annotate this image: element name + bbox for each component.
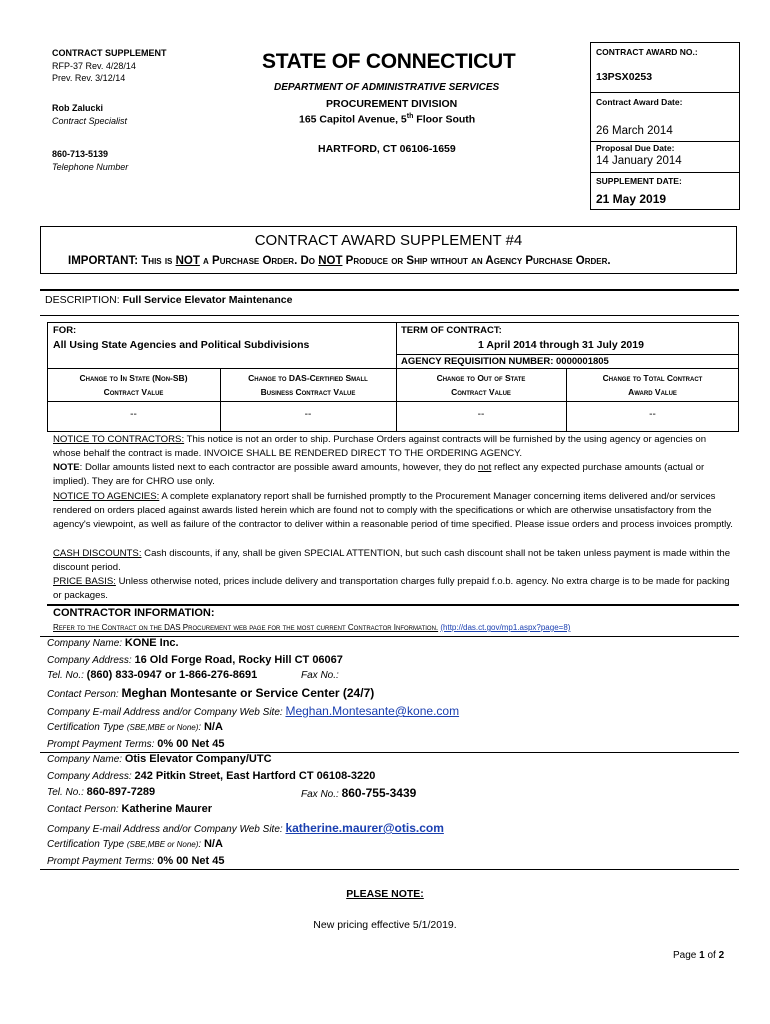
contractor-2-fax: Fax No.: 860-755-3439 <box>301 786 417 800</box>
contractor-1-address: Company Address: 16 Old Forge Road, Rocky Hill CT 06067 <box>47 654 343 666</box>
for-value: All Using State Agencies and Political Subdivisions <box>53 339 310 351</box>
specialist-name: Rob Zalucki <box>52 103 104 113</box>
page-number: Page 1 of 2 <box>673 950 725 961</box>
contractor-1-contact: Contact Person: Meghan Montesante or Service Center (24/7) <box>47 686 375 700</box>
rfp-revision: RFP-37 Rev. 4/28/14 <box>52 61 136 71</box>
das-procurement-link[interactable]: (http://das.ct.gov/mp1.aspx?page=8) <box>440 623 571 632</box>
contractor-2-terms: Prompt Payment Terms: 0% 00 Net 45 <box>47 855 225 867</box>
dollar-amount-note: NOTE: Dollar amounts listed next to each contractor are possible award amounts, however, they do not reflect any expected purchase amounts (actual or implied). They are for CHRO use only. <box>53 462 705 488</box>
previous-revision: Prev. Rev. 3/12/14 <box>52 73 126 83</box>
notice-to-contractors: NOTICE TO CONTRACTORS: This notice is not an order to ship. Purchase Orders against contracts will be furnished by the using agency or agencies on whose behalf the contract is made. INVOICE SHALL BE RENDERED DIRECT TO THE ORDERING AGENCY. <box>53 434 707 460</box>
change-das-certified-header: Change to DAS-Certified Small Business Contract Value <box>248 373 368 397</box>
change-out-of-state-header: Change to Out of State Contract Value <box>436 373 526 397</box>
banner-title: CONTRACT AWARD SUPPLEMENT #4 <box>254 232 523 249</box>
new-pricing-note: New pricing effective 5/1/2019. <box>313 919 457 931</box>
award-date: 26 March 2014 <box>596 125 673 137</box>
change-total-award-header: Change to Total Contract Award Value <box>602 373 703 397</box>
department-address: 165 Capitol Avenue, 5th Floor South <box>299 113 476 126</box>
cash-discounts-notice: CASH DISCOUNTS: Cash discounts, if any, shall be given SPECIAL ATTENTION, but such cash discount shall not be taken unless payment is made within the discount period. <box>53 548 731 574</box>
change-total-award-value: -- <box>649 409 656 420</box>
for-label: FOR: <box>53 325 77 336</box>
contractor-2-email: Company E-mail Address and/or Company Web Site: katherine.maurer@otis.com <box>47 821 444 835</box>
contractor-2-address: Company Address: 242 Pitkin Street, East Hartford CT 06108-3220 <box>47 770 376 782</box>
contractor-1-email-link[interactable]: Meghan.Montesante@kone.com <box>285 704 460 718</box>
contractor-2-email-link[interactable]: katherine.maurer@otis.com <box>285 821 444 835</box>
supplement-date-label: SUPPLEMENT DATE: <box>596 176 682 186</box>
specialist-title: Contract Specialist <box>52 116 128 126</box>
change-in-state-header: Change to In State (Non-SB) Contract Value <box>79 373 188 397</box>
description: DESCRIPTION: Full Service Elevator Maintenance <box>45 294 293 306</box>
proposal-due-label: Proposal Due Date: <box>596 143 675 153</box>
please-note-heading: PLEASE NOTE: <box>346 888 424 900</box>
state-title: STATE OF CONNECTICUT <box>262 50 516 73</box>
contractor-2-contact: Contact Person: Katherine Maurer <box>47 803 212 815</box>
phone-label: Telephone Number <box>52 162 129 172</box>
contractor-2-name: Company Name: Otis Elevator Company/UTC <box>47 753 272 765</box>
contractor-2-tel: Tel. No.: 860-897-7289 <box>47 786 156 798</box>
department-city: HARTFORD, CT 06106-1659 <box>318 143 456 155</box>
award-date-label: Contract Award Date: <box>596 97 683 107</box>
term-label: TERM OF CONTRACT: <box>401 325 502 336</box>
change-in-state-value: -- <box>130 409 137 420</box>
change-out-of-state-value: -- <box>477 409 485 420</box>
contractor-1-certification: Certification Type (SBE,MBE or None): N/A <box>47 721 223 733</box>
requisition-number: AGENCY REQUISITION NUMBER: 0000001805 <box>401 356 609 367</box>
change-das-certified-value: -- <box>304 409 312 420</box>
supplement-label: CONTRACT SUPPLEMENT <box>52 48 167 58</box>
contractor-2-certification: Certification Type (SBE,MBE or None): N/A <box>47 838 223 850</box>
proposal-due-date: 14 January 2014 <box>596 155 682 167</box>
notice-to-agencies: NOTICE TO AGENCIES: A complete explanatory report shall be furnished promptly to the Procurement Manager concerning items delivered and/or services rendered on orders placed against awards listed herein which are found not to comply with the specifications or which are otherwise unsatisfactory from the agency's viewpoint, as well as failure of the contractor to deliver within a reasonable period of time specified. Please issue orders and process invoices promptly. <box>53 491 733 531</box>
term-value: 1 April 2014 through 31 July 2019 <box>478 339 644 351</box>
department-name: DEPARTMENT OF ADMINISTRATIVE SERVICES <box>274 82 500 93</box>
contractor-1-email: Company E-mail Address and/or Company Web Site: Meghan.Montesante@kone.com <box>47 704 460 718</box>
price-basis-notice: PRICE BASIS: Unless otherwise noted, prices include delivery and transportation charges fully prepaid f.o.b. agency. No extra charge is to be made for packing or packages. <box>53 576 730 602</box>
contractor-1-name: Company Name: KONE Inc. <box>47 637 179 649</box>
contractor-1-terms: Prompt Payment Terms: 0% 00 Net 45 <box>47 738 225 750</box>
contractor-1-tel: Tel. No.: (860) 833-0947 or 1-866-276-8691 <box>47 669 258 681</box>
award-no-label: CONTRACT AWARD NO.: <box>596 47 698 57</box>
contractor-info-reference: Refer to the Contract on the DAS Procurement web page for the most current Contractor Information. (http://das.ct.gov/mp1.aspx?page=8) <box>53 623 571 632</box>
supplement-date: 21 May 2019 <box>596 192 667 206</box>
award-no: 13PSX0253 <box>596 71 653 83</box>
contractor-info-heading: CONTRACTOR INFORMATION: <box>53 607 215 619</box>
contractor-1-fax: Fax No.: <box>301 670 339 681</box>
division-name: PROCUREMENT DIVISION <box>326 98 458 110</box>
important-notice: IMPORTANT: This is NOT a Purchase Order. Do NOT Produce or Ship without an Agency Purchase Order. <box>68 255 611 267</box>
specialist-phone: 860-713-5139 <box>52 149 109 159</box>
